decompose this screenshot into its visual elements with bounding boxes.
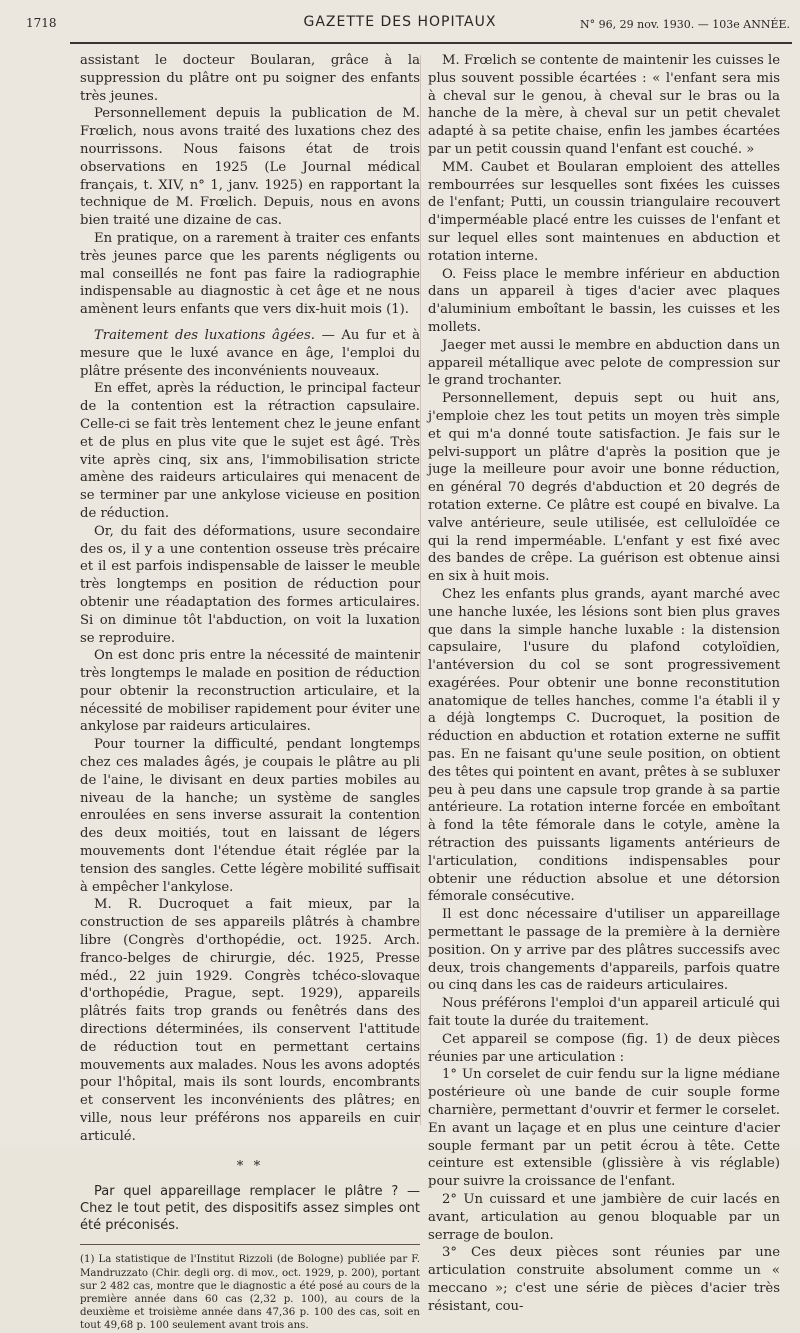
right-column — [428, 52, 780, 1316]
paragraph: MM. Caubet et Boularan emploient des attelles rembourrées sur lesquelles sont fixées les cuisses de l'enfant; Putti, un coussin triangulaire recouvert d'imperméable placé entre les cuisses de l'enfant et sur lequel elles sont maintenues en abduction et rotation interne. — [428, 159, 780, 264]
header-rule — [70, 42, 792, 44]
paragraph: M. R. Ducroquet a fait mieux, par la construction de ses appareils plâtrés à chambre libre (Congrès d'orthopédie, oct. 1925. Arch. franco-belges de chirurgie, déc. 1925, Presse méd., 22 juin 1929. Congrès tchéco-slovaque d'orthopédie, Prague, sept. 1929), appareils plâtrés faits trop grands ou fenêtrés dans des directions déterminées, ils conservent l'attitude de réduction tout en permettant certains mouvements aux malades. Nous les avons adoptés pour l'hôpital, mais ils sont lourds, encombrants et conservent les inconvénients des plâtres; en ville, nous leur préférons nos appareils en cuir articulé. — [80, 897, 420, 1144]
paragraph: Personnellement depuis la publication de M. Frœlich, nous avons traité des luxations chez des nourrissons. Nous faisons état de trois observations en 1925 (Le Journal médical français, t. XIV, n° 1, janv. 1925) en rapportant la technique de M. Frœlich. Depuis, nous en avons bien traité une dizaine de cas. — [80, 106, 420, 229]
paragraph: Jaeger met aussi le membre en abduction dans un appareil métallique avec pelote de compression sur le grand trochanter. — [428, 337, 780, 389]
column-divider — [420, 55, 421, 1125]
publication-title: GAZETTE DES HOPITAUX — [303, 14, 497, 30]
section-text: — Au fur et à mesure que le luxé avance en âge, l'emploi du plâtre présente des inconvénients nouveaux. — [80, 327, 421, 379]
page-header — [0, 10, 800, 40]
paragraph: Or, du fait des déformations, usure secondaire des os, il y a une contention osseuse très précaire et il est parfois indispensable de laisser le meuble très longtemps en position de réduction pour obtenir une réadaptation des formes articulaires. Si on diminue tôt l'abduction, on voit la luxation se reproduire. — [80, 523, 420, 646]
section-question: Par quel appareillage remplacer le plâtre ? — Chez le tout petit, des dispositifs assez simples ont été préconisés. — [80, 1184, 420, 1234]
paragraph: Personnellement, depuis sept ou huit ans, j'emploie chez les tout petits un moyen très simple et qui m'a donné toute satisfaction. Je fais sur le pelvi-support un plâtre d'après la position que je juge la meilleure pour avoir une bonne réduction, en général 70 degrés d'abduction et 20 degrés de rotation externe. Ce plâtre est coupé en bivalve. La valve antérieure, seule utilisée, est celluloïdée ce qui la rend imperméable. L'enfant y est fixé avec des bandes de crêpe. La guérison est obtenue ainsi en six à huit mois. — [428, 391, 780, 585]
section-separator: * * — [236, 1158, 264, 1174]
paragraph: M. Frœlich se contente de maintenir les cuisses le plus souvent possible écartées : « l'enfant sera mis à cheval sur le genou, à cheval sur le bras ou la hanche de la mère, à cheval sur un petit chevalet adapté à sa petite chaise, enfin les jambes écartées par un petit coussin quand l'enfant est couché. » — [428, 53, 780, 157]
footnote-rule — [80, 1244, 420, 1245]
paragraph: Nous préférons l'emploi d'un appareil articulé qui fait toute la durée du traitement. — [428, 996, 780, 1030]
paragraph: 2° Un cuissard et une jambière de cuir lacés en avant, articulation au genou bloquable par un serrage de boulon. — [428, 1192, 780, 1243]
footnote: (1) La statistique de l'Institut Rizzoli (de Bologne) publiée par F. Mandruzzato (Chir. degli org. di mov., oct. 1929, p. 200), portant sur 2 482 cas, montre que le diagnostic a été posé au cours de la première année dans 60 cas (2,32 p. 100), au cours de la deuxième et troisième année dans 47,36 p. 100 des cas, soit en tout 49,68 p. 100 seulement avant trois ans. — [80, 1254, 420, 1332]
paragraph: O. Feiss place le membre inférieur en abduction dans un appareil à tiges d'acier avec plaques d'aluminium emboîtant le bassin, les cuisses et les mollets. — [428, 266, 780, 335]
paragraph: 3° Ces deux pièces sont réunies par une articulation construite absolument comme un « meccano »; c'est une série de pièces d'acier très résistant, cou- — [428, 1245, 780, 1314]
paragraph: On est donc pris entre la nécessité de maintenir très longtemps le malade en position de réduction pour obtenir la reconstruction articulaire, et la nécessité de mobiliser rapidement pour éviter une ankylose par raideurs articulaires. — [80, 648, 420, 735]
paragraph: Pour tourner la difficulté, pendant longtemps chez ces malades âgés, je coupais le plâtre au pli de l'aine, le divisant en deux parties mobiles au niveau de la hanche; un système de sangles enroulées en sens inverse assurait la contention des deux moitiés, tout en laissant de légers mouvements dont l'étendue était réglée par la tension des sangles. Cette légère mobilité suffisait à empêcher l'ankylose. — [80, 737, 420, 895]
paragraph: Cet appareil se compose (fig. 1) de deux pièces réunies par une articulation : — [428, 1031, 780, 1065]
section-heading: Traitement des luxations âgées. — [94, 327, 315, 343]
paragraph: 1° Un corselet de cuir fendu sur la ligne médiane postérieure où une bande de cuir souple forme charnière, permettant d'ouvrir et fermer le corselet. En avant un laçage et en plus une ceinture d'acier souple fermant par un petit écrou à tête. Cette ceinture est extensible (glissière à vis réglable) pour suivre la croissance de l'enfant. — [428, 1067, 780, 1190]
left-column — [80, 52, 420, 1333]
section-paragraph — [80, 327, 420, 380]
paragraph: Il est donc nécessaire d'utiliser un appareillage permettant le passage de la première à la dernière position. On y arrive par des plâtres successifs avec deux, trois changements d'appareils, parfois quatre ou cinq dans les cas de raideurs articulaires. — [428, 907, 780, 994]
paragraph: assistant le docteur Boularan, grâce à la suppression du plâtre ont pu soigner des enfants très jeunes. — [80, 53, 420, 104]
paragraph: En pratique, on a rarement à traiter ces enfants très jeunes parce que les parents négligents ou mal conseillés ne font pas faire la radiographie indispensable au diagnostic à cet âge et ne nous amènent leurs enfants que vers dix-huit mois (1). — [80, 230, 420, 318]
paragraph: Chez les enfants plus grands, ayant marché avec une hanche luxée, les lésions sont bien plus graves que dans la simple hanche luxable : la distension capsulaire, l'usure du plafond cotyloïdien, l'antéversion du col se sont progressivement exagérées. Pour obtenir une bonne reconstitution anatomique de telles hanches, comme l'a établi il y a déjà longtemps C. Ducroquet, la position de réduction en abduction et rotation externe ne suffit pas. En ne faisant qu'une seule position, on obtient des têtes qui pointent en avant, prêtes à se subluxer peu à peu dans une capsule trop grande à sa partie antérieure. La rotation interne forcée en emboîtant à fond la tête fémorale dans le cotyle, amène la rétraction des puissants ligaments antérieurs de l'articulation, conditions indispensables pour obtenir une réduction absolue et une détorsion fémorale consécutive. — [428, 586, 780, 905]
issue-info: N° 96, 29 nov. 1930. — 103e ANNÉE. — [580, 18, 790, 31]
page-number: 1718 — [26, 16, 57, 30]
paragraph: En effet, après la réduction, le principal facteur de la contention est la rétraction capsulaire. Celle-ci se fait très lentement chez le jeune enfant et de plus en plus vite que le sujet est âgé. Très vite après cinq, six ans, l'immobilisation stricte amène des raideurs articulaires qui menacent de se terminer par une ankylose vicieuse en position de réduction. — [80, 381, 420, 521]
